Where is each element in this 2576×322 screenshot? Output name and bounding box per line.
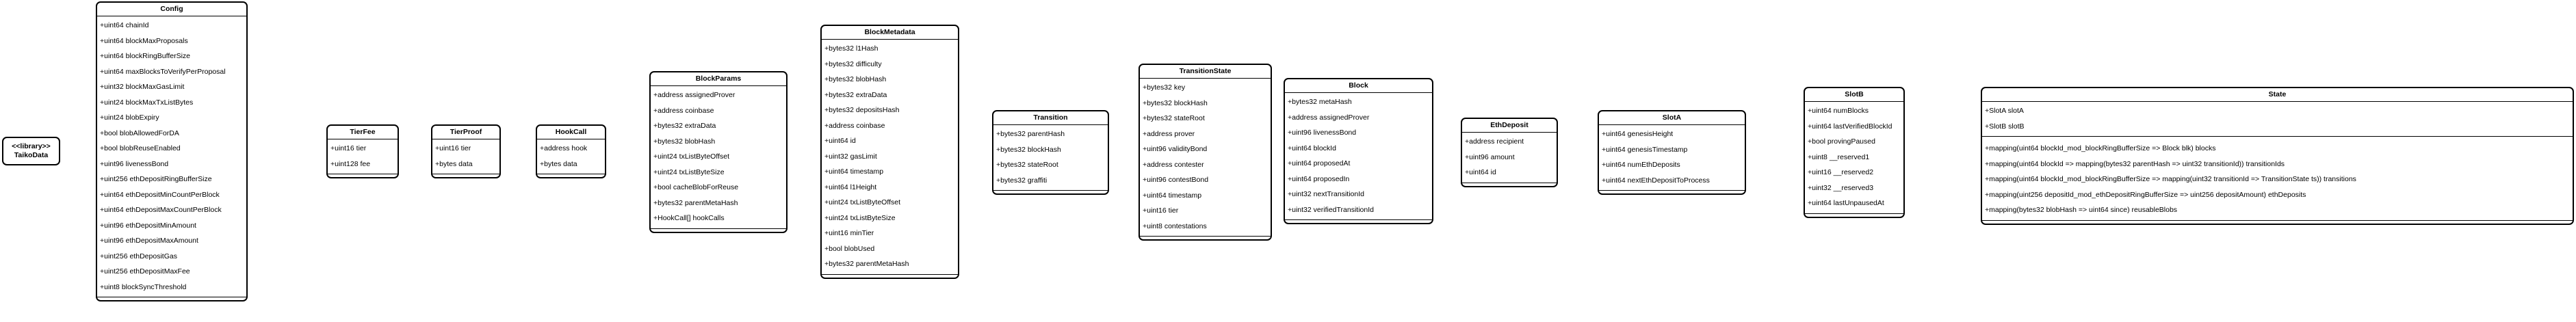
class-fields <box>1982 102 2573 134</box>
class-title: State <box>1982 88 2573 102</box>
class-field: +uint8 blockSyncThreshold <box>100 282 187 291</box>
class-fields <box>432 139 499 172</box>
class-title: Transition <box>993 111 1108 125</box>
slota-box <box>1598 110 1746 195</box>
class-field: +uint32 blockMaxGasLimit <box>100 83 185 91</box>
class-field: +uint64 id <box>1465 168 1496 176</box>
class-fields <box>1599 125 1745 188</box>
class-field: +uint64 genesisHeight <box>1602 130 1674 138</box>
class-field: +uint64 ethDepositMaxCountPerBlock <box>100 206 222 214</box>
class-field: +bytes32 metaHash <box>1288 98 1352 106</box>
class-footer <box>97 297 246 300</box>
class-fields <box>1805 102 1903 211</box>
ethdeposit-box <box>1461 118 1558 187</box>
class-title: TransitionState <box>1140 65 1271 79</box>
class-field: +bytes32 parentHash <box>996 130 1065 138</box>
class-field: +HookCall[] hookCalls <box>653 214 725 222</box>
class-methods <box>1982 139 2573 218</box>
class-fields <box>993 125 1108 188</box>
class-field: +bytes32 blockHash <box>996 145 1061 154</box>
class-field: +uint96 livenessBond <box>1288 129 1357 137</box>
class-field: +bytes32 difficulty <box>824 59 882 68</box>
class-method: +mapping(uint64 blockId_mod_blockRingBufferSize => mapping(uint32 transitionId => TransitionState ts)) transitions <box>1985 175 2356 183</box>
class-field: +uint32 nextTransitionId <box>1288 190 1364 198</box>
hookcall-box <box>536 124 606 178</box>
class-field: +uint64 nextEthDepositToProcess <box>1602 176 1710 185</box>
library-stereotype: <<library>> <box>12 142 51 150</box>
class-field: +uint96 ethDepositMinAmount <box>100 221 196 230</box>
class-field: +bytes32 parentMetaHash <box>824 260 909 268</box>
block-box <box>1284 78 1433 224</box>
class-title: Config <box>97 3 246 16</box>
class-field: +uint64 blockRingBufferSize <box>100 52 191 60</box>
class-field: +uint32 __reserved3 <box>1808 183 1874 192</box>
class-method: +mapping(uint64 blockId => mapping(bytes32 parentHash => uint32 transitionId)) transitionIds <box>1985 159 2285 168</box>
class-field: +uint8 __reserved1 <box>1808 152 1870 161</box>
class-fields <box>97 16 246 295</box>
class-field: +bool blobAllowedForDA <box>100 129 179 137</box>
class-title: SlotA <box>1599 111 1745 125</box>
class-field: +SlotB slotB <box>1985 122 2025 131</box>
class-footer <box>328 174 398 177</box>
class-field: +bool cacheBlobForReuse <box>653 183 739 191</box>
class-field: +address recipient <box>1465 137 1524 146</box>
class-field: +bytes32 graffiti <box>996 176 1048 185</box>
class-field: +uint64 timestamp <box>1143 191 1202 200</box>
class-field: +address contester <box>1143 160 1204 169</box>
class-field: +uint64 ethDepositMinCountPerBlock <box>100 190 220 199</box>
class-field: +bytes32 l1Hash <box>824 44 879 53</box>
class-footer <box>651 228 786 232</box>
transition-box <box>992 110 1109 195</box>
class-field: +uint32 verifiedTransitionId <box>1288 205 1374 214</box>
blockparams-box <box>649 71 788 233</box>
class-field: +uint16 __reserved2 <box>1808 168 1874 176</box>
tierproof-box <box>431 124 501 178</box>
class-fields <box>1285 93 1432 217</box>
class-fields <box>1462 133 1557 180</box>
class-field: +bytes32 blobHash <box>653 137 716 146</box>
class-footer <box>822 274 958 278</box>
class-field: +uint24 txListByteSize <box>653 167 725 176</box>
transitionstate-box <box>1139 64 1272 241</box>
class-title: HookCall <box>537 126 605 139</box>
class-field: +bytes32 depositsHash <box>824 106 900 114</box>
class-title: BlockMetadata <box>822 26 958 40</box>
class-field: +uint96 validityBond <box>1143 145 1208 153</box>
class-field: +uint16 tier <box>330 144 367 152</box>
class-field: +address coinbase <box>824 121 885 130</box>
class-field: +uint64 proposedAt <box>1288 159 1351 167</box>
class-fields <box>651 86 786 226</box>
class-field: +uint64 genesisTimestamp <box>1602 145 1688 154</box>
class-field: +uint24 txListByteSize <box>824 213 896 222</box>
class-field: +uint64 chainId <box>100 21 149 29</box>
class-title: TierProof <box>432 126 499 139</box>
class-footer <box>1599 190 1745 193</box>
class-field: +address coinbase <box>653 106 714 115</box>
class-field: +uint64 timestamp <box>824 167 884 176</box>
class-field: +uint16 minTier <box>824 229 874 237</box>
class-footer <box>1462 183 1557 186</box>
state-box <box>1981 87 2574 225</box>
class-title: TierFee <box>328 126 398 139</box>
class-footer <box>432 174 499 177</box>
class-method: +mapping(uint64 blockId_mod_blockRingBufferSize => Block blk) blocks <box>1985 144 2216 152</box>
class-fields <box>537 139 605 172</box>
class-field: +bytes32 blockHash <box>1143 98 1208 107</box>
class-field: +uint64 blockMaxProposals <box>100 36 188 45</box>
class-field: +uint64 id <box>824 137 856 145</box>
class-field: +bool provingPaused <box>1808 137 1875 146</box>
class-field: +uint96 contestBond <box>1143 176 1209 184</box>
class-footer <box>1140 236 1271 239</box>
class-field: +address assignedProver <box>653 91 736 99</box>
class-field: +bytes32 stateRoot <box>996 161 1058 169</box>
class-field: +bool blobUsed <box>824 244 875 253</box>
tierfee-box <box>326 124 399 178</box>
class-footer <box>1285 219 1432 223</box>
class-field: +bytes32 blobHash <box>824 75 887 83</box>
library-name: TaikoData <box>14 151 49 159</box>
class-fields <box>1140 79 1271 234</box>
class-field: +uint24 blockMaxTxListBytes <box>100 98 194 107</box>
class-field: +bytes data <box>540 159 577 168</box>
class-field: +address assignedProver <box>1288 113 1370 122</box>
class-field: +SlotA slotA <box>1985 107 2024 115</box>
class-field: +uint256 ethDepositMaxFee <box>100 267 190 276</box>
class-field: +bytes32 stateRoot <box>1143 114 1205 122</box>
class-field: +uint64 proposedIn <box>1288 174 1350 183</box>
class-field: +address prover <box>1143 129 1195 138</box>
class-field: +uint8 contestations <box>1143 222 1207 230</box>
class-field: +uint64 blockId <box>1288 144 1336 152</box>
class-field: +uint64 l1Height <box>824 183 877 191</box>
slotb-box <box>1804 87 1905 218</box>
class-footer <box>1982 220 2573 224</box>
class-field: +uint24 txListByteOffset <box>824 198 900 206</box>
class-method: +mapping(uint256 depositId_mod_ethDepositRingBufferSize => uint256 depositAmount) ethDeposits <box>1985 190 2306 199</box>
blockmetadata-box <box>820 25 959 279</box>
class-footer <box>1805 213 1903 217</box>
class-field: +bool blobReuseEnabled <box>100 144 181 152</box>
class-field: +uint128 fee <box>330 159 371 168</box>
class-field: +address hook <box>540 144 588 152</box>
class-title: EthDeposit <box>1462 119 1557 133</box>
class-field: +uint256 ethDepositRingBufferSize <box>100 175 212 183</box>
class-field: +uint64 lastVerifiedBlockId <box>1808 122 1892 131</box>
class-field: +uint64 maxBlocksToVerifyPerProposal <box>100 67 226 76</box>
class-field: +uint96 amount <box>1465 152 1515 161</box>
library-taikodata <box>2 137 60 165</box>
class-field: +uint24 blobExpiry <box>100 113 159 122</box>
class-field: +bytes data <box>435 159 473 168</box>
class-field: +uint64 numBlocks <box>1808 107 1869 115</box>
class-field: +bytes32 extraData <box>653 122 716 130</box>
class-field: +uint16 tier <box>435 144 471 152</box>
class-field: +uint96 livenessBond <box>100 159 169 168</box>
class-title: SlotB <box>1805 88 1903 102</box>
class-field: +uint64 numEthDeposits <box>1602 161 1680 169</box>
class-field: +uint256 ethDepositGas <box>100 252 177 260</box>
config-box <box>96 1 248 301</box>
class-field: +uint16 tier <box>1143 206 1179 215</box>
class-fields <box>822 40 958 272</box>
class-field: +bytes32 extraData <box>824 90 887 99</box>
class-footer <box>993 190 1108 193</box>
class-title: BlockParams <box>651 72 786 86</box>
class-field: +uint64 lastUnpausedAt <box>1808 199 1884 207</box>
class-field: +uint32 gasLimit <box>824 152 877 161</box>
class-fields <box>328 139 398 172</box>
class-method: +mapping(bytes32 blobHash => uint64 since) reusableBlobs <box>1985 206 2178 214</box>
class-field: +uint96 ethDepositMaxAmount <box>100 237 198 245</box>
class-field: +bytes32 key <box>1143 83 1186 92</box>
class-field: +uint24 txListByteOffset <box>653 152 729 161</box>
class-title: Block <box>1285 79 1432 93</box>
class-footer <box>537 174 605 177</box>
class-field: +bytes32 parentMetaHash <box>653 198 738 207</box>
